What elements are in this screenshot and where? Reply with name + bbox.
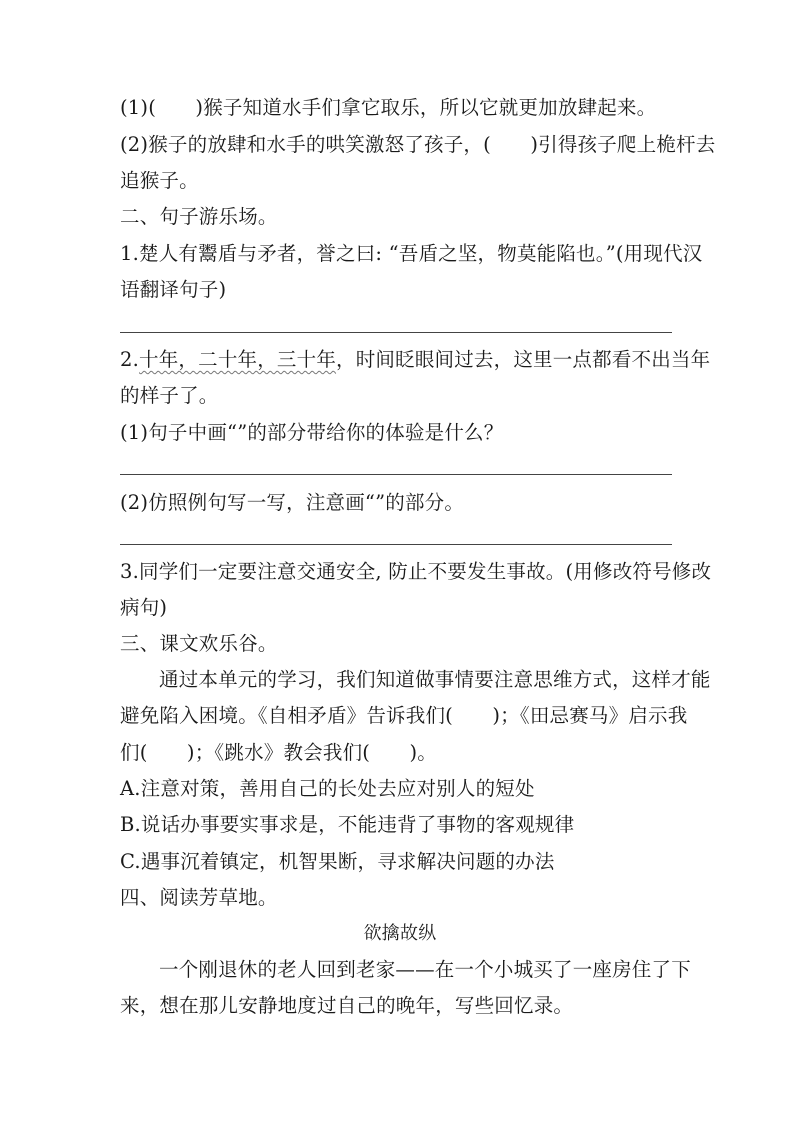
option-c: C.遇事沉着镇定，机智果断，寻求解决问题的办法 — [120, 850, 555, 873]
section-3-paragraph-line2: 避免陷入困境。《自相矛盾》告诉我们( )；《田忌赛马》启示我 — [120, 704, 688, 727]
item-2-subquestion-1: (1)句子中画“”的部分带给你的体验是什么？ — [120, 421, 504, 444]
section-2-heading: 二、句子游乐场。 — [120, 205, 278, 228]
section-3-heading: 三、课文欢乐谷。 — [120, 632, 278, 655]
item-2-text-line2: 的样子了。 — [120, 384, 219, 407]
answer-line[interactable] — [120, 332, 672, 333]
question-2-text-line1: (2)猴子的放肆和水手的哄笑激怒了孩子，( )引得孩子爬上桅杆去 — [120, 133, 716, 156]
answer-line[interactable] — [120, 474, 672, 475]
item-3-text-line2: 病句) — [120, 596, 168, 619]
reading-title: 欲擒故纵 — [363, 923, 437, 944]
option-a: A.注意对策，善用自己的长处去应对别人的短处 — [120, 777, 535, 800]
reading-paragraph-line1: 一个刚退休的老人回到老家——在一个小城买了一座房住了下 — [159, 958, 691, 981]
item-2-wavy-underlined-phrase: 十年，二十年，三十年 — [139, 348, 337, 371]
section-4-heading: 四、阅读芳草地。 — [120, 886, 278, 909]
answer-line[interactable] — [120, 544, 672, 545]
item-1-text-line1: 1.楚人有鬻盾与矛者，誉之曰: “吾盾之坚，物莫能陷也。”(用现代汉 — [120, 242, 703, 265]
section-3-paragraph-line3: 们( )；《跳水》教会我们( )。 — [120, 741, 437, 764]
question-1-text: (1)( )猴子知道水手们拿它取乐，所以它就更加放肆起来。 — [120, 96, 657, 119]
question-2-text-line2: 追猴子。 — [120, 169, 199, 192]
item-2-number: 2. — [120, 348, 140, 371]
section-3-paragraph-line1: 通过本单元的学习，我们知道做事情要注意思维方式，这样才能 — [159, 668, 711, 691]
item-2-subquestion-2: (2)仿照例句写一写，注意画“”的部分。 — [120, 491, 465, 514]
item-2-text-line1 — [120, 347, 711, 373]
item-1-text-line2: 语翻译句子) — [120, 278, 227, 301]
reading-paragraph-line2: 来，想在那儿安静地度过自己的晚年，写些回忆录。 — [120, 994, 574, 1017]
item-3-text-line1: 3.同学们一定要注意交通安全, 防止不要发生事故。(用修改符号修改 — [120, 560, 712, 583]
option-b: B.说话办事要实事求是，不能违背了事物的客观规律 — [120, 813, 575, 836]
item-2-text-rest: ，时间眨眼间过去，这里一点都看不出当年 — [336, 348, 711, 371]
